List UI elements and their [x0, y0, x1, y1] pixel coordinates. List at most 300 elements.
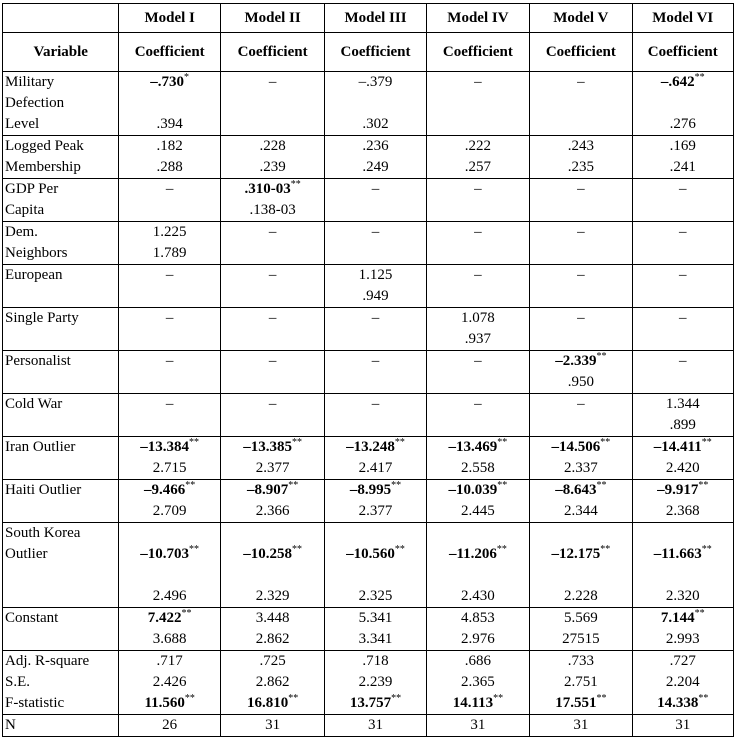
table-body — [3, 72, 734, 737]
variable-name: Single Party — [5, 310, 79, 326]
value-text: –10.703 — [140, 546, 190, 562]
coefficient-value — [327, 651, 423, 672]
model-value-cell — [530, 523, 632, 608]
value-text: – — [371, 181, 380, 197]
standard-error-value — [223, 458, 322, 479]
value-text: – — [679, 224, 687, 240]
value-text: 17.551 — [555, 695, 597, 711]
value-text: – — [577, 224, 585, 240]
coefficient-value — [532, 265, 629, 286]
coefficient-value — [327, 437, 423, 458]
value-text: 1.344 — [665, 396, 700, 412]
variable-name: N — [5, 717, 16, 733]
value-text: – — [165, 310, 174, 326]
value-text: –13.384 — [140, 439, 190, 455]
value-text: 5.569 — [563, 610, 598, 626]
table-row — [3, 265, 734, 308]
value-text: – — [371, 396, 380, 412]
model-value-cell — [119, 608, 220, 651]
standard-error-value — [429, 157, 527, 178]
model-value-cell — [632, 222, 733, 265]
model-value-cell — [632, 308, 733, 351]
value-text: 2.228 — [563, 588, 598, 604]
value-text: –11.206 — [448, 546, 497, 562]
model-value-cell — [530, 308, 632, 351]
value-text: 2.709 — [152, 503, 187, 519]
blank-line — [327, 565, 423, 586]
coefficient-value — [429, 437, 527, 458]
value-text: 11.560 — [144, 695, 185, 711]
value-text: – — [474, 267, 482, 283]
coefficient-value — [532, 136, 629, 157]
model-value-cell — [632, 351, 733, 394]
standard-error-value — [532, 157, 629, 178]
standard-error-value — [121, 501, 217, 522]
model-value-cell — [530, 437, 632, 480]
standard-error-value — [327, 629, 423, 650]
coefficient-value — [327, 394, 423, 415]
value-text: 2.420 — [665, 460, 700, 476]
model-value-cell — [426, 480, 529, 523]
significance-marker: ** — [394, 437, 405, 448]
coefficient-value — [121, 72, 217, 93]
model-value-cell — [530, 715, 632, 737]
coefficient-value — [635, 72, 731, 93]
model-value-cell — [426, 72, 529, 136]
value-text: 1.225 — [152, 224, 187, 240]
coefficient-value — [635, 265, 731, 286]
variable-name: Dem. — [5, 224, 38, 240]
variable-name-cell — [3, 265, 119, 308]
variable-name: Cold War — [5, 396, 63, 412]
value-text: .302 — [362, 116, 389, 132]
significance-marker: ** — [600, 437, 611, 448]
standard-error-value — [121, 243, 217, 264]
standard-error-value — [635, 458, 731, 479]
coefficient-value — [223, 265, 322, 286]
model-value-cell — [530, 136, 632, 179]
model-value-cell — [426, 523, 529, 608]
significance-marker: ** — [189, 437, 200, 448]
value-text: .235 — [567, 159, 594, 175]
value-text: 2.496 — [152, 588, 187, 604]
standard-error-value — [121, 458, 217, 479]
model-header: Model I — [119, 4, 220, 33]
blank-line — [635, 93, 731, 114]
model-value-cell — [325, 308, 426, 351]
model-value-cell — [220, 72, 324, 136]
coefficient-header: Coefficient — [119, 33, 220, 72]
standard-error-value — [327, 693, 423, 714]
significance-marker: ** — [493, 693, 504, 704]
significance-marker: ** — [496, 544, 507, 555]
table-row — [3, 222, 734, 265]
coefficient-value — [327, 480, 423, 501]
coefficient-value — [429, 715, 527, 736]
value-text: 2.320 — [665, 588, 700, 604]
value-text: – — [577, 181, 585, 197]
model-value-cell — [220, 308, 324, 351]
value-text: 31 — [573, 717, 589, 733]
model-value-cell — [220, 222, 324, 265]
coefficient-value — [327, 72, 423, 93]
coefficient-value — [121, 651, 217, 672]
coefficient-value — [429, 222, 527, 243]
significance-marker: ** — [185, 480, 196, 491]
significance-marker: ** — [497, 480, 508, 491]
model-value-cell — [426, 351, 529, 394]
value-text: .686 — [464, 653, 492, 669]
value-text: .236 — [362, 138, 389, 154]
coefficient-value — [327, 222, 423, 243]
standard-error-value — [429, 672, 527, 693]
model-value-cell — [325, 394, 426, 437]
coefficient-value — [327, 715, 423, 736]
model-value-cell — [220, 651, 324, 715]
value-text: 3.688 — [152, 631, 187, 647]
model-value-cell — [632, 394, 733, 437]
variable-name-cell — [3, 351, 119, 394]
value-text: 1.789 — [152, 245, 187, 261]
standard-error-value — [532, 629, 629, 650]
standard-error-value — [635, 501, 731, 522]
standard-error-value — [429, 501, 527, 522]
coefficient-header: Coefficient — [426, 33, 529, 72]
model-value-cell — [530, 72, 632, 136]
model-value-cell — [325, 651, 426, 715]
table-row — [3, 715, 734, 737]
coefficient-header: Coefficient — [325, 33, 426, 72]
value-text: 2.377 — [358, 503, 393, 519]
value-text: – — [268, 310, 277, 326]
blank-line — [635, 523, 731, 544]
standard-error-value — [327, 286, 423, 307]
table-row — [3, 651, 734, 715]
value-text: .949 — [362, 288, 389, 304]
coefficient-value — [635, 437, 731, 458]
model-value-cell — [119, 480, 220, 523]
standard-error-value — [121, 586, 217, 607]
value-text: 14.113 — [452, 695, 494, 711]
significance-marker: ** — [288, 693, 299, 704]
standard-error-value — [532, 544, 629, 565]
coefficient-value — [223, 394, 322, 415]
value-text: –10.560 — [346, 546, 395, 562]
standard-error-value — [223, 672, 322, 693]
value-text: .182 — [156, 138, 183, 154]
significance-marker: ** — [701, 544, 712, 555]
value-text: – — [371, 310, 380, 326]
significance-marker: ** — [288, 480, 299, 491]
coefficient-value — [532, 222, 629, 243]
value-text: 7.144 — [660, 610, 695, 626]
variable-name: Membership — [5, 159, 81, 175]
value-text: –14.506 — [551, 439, 601, 455]
model-value-cell — [530, 394, 632, 437]
coefficient-value — [532, 308, 629, 329]
value-text: 2.976 — [461, 631, 495, 647]
model-value-cell — [220, 179, 324, 222]
model-value-cell — [325, 437, 426, 480]
value-text: – — [268, 224, 277, 240]
value-text: – — [679, 181, 687, 197]
coefficient-value — [429, 351, 527, 372]
significance-marker: ** — [184, 693, 195, 704]
model-value-cell — [426, 437, 529, 480]
standard-error-value — [532, 586, 629, 607]
model-value-cell — [426, 715, 529, 737]
value-text: –.730 — [150, 74, 185, 90]
coefficient-value — [532, 351, 629, 372]
coefficient-value — [121, 136, 217, 157]
table-row — [3, 179, 734, 222]
model-value-cell — [119, 715, 220, 737]
model-value-cell — [220, 351, 324, 394]
model-value-cell — [119, 651, 220, 715]
value-text: .733 — [567, 653, 594, 669]
coefficient-value — [327, 179, 423, 200]
blank-line — [532, 565, 629, 586]
coefficient-value — [121, 480, 217, 501]
value-text: 2.862 — [255, 674, 290, 690]
value-text: –10.258 — [243, 546, 292, 562]
standard-error-value — [429, 629, 527, 650]
standard-error-value — [635, 672, 731, 693]
coefficient-value — [635, 608, 731, 629]
blank-line — [121, 93, 217, 114]
coefficient-value — [223, 308, 322, 329]
model-value-cell — [632, 608, 733, 651]
standard-error-value — [121, 693, 217, 714]
model-value-cell — [119, 351, 220, 394]
model-value-cell — [220, 523, 324, 608]
standard-error-value — [429, 329, 527, 350]
coefficient-value — [223, 179, 322, 200]
coefficient-value — [121, 351, 217, 372]
model-value-cell — [325, 523, 426, 608]
model-value-cell — [632, 651, 733, 715]
model-header: Model VI — [632, 4, 733, 33]
value-text: – — [577, 310, 585, 326]
coefficient-header: Coefficient — [530, 33, 632, 72]
variable-name: GDP Per — [5, 181, 59, 197]
model-value-cell — [220, 715, 324, 737]
table-row — [3, 136, 734, 179]
model-value-cell — [632, 523, 733, 608]
significance-marker: ** — [694, 608, 705, 619]
coefficient-value — [429, 308, 527, 329]
model-value-cell — [119, 523, 220, 608]
model-value-cell — [220, 394, 324, 437]
coefficient-value — [635, 136, 731, 157]
value-text: –8.643 — [555, 482, 597, 498]
value-text: .228 — [259, 138, 286, 154]
variable-name-cell — [3, 394, 119, 437]
value-text: 27515 — [562, 631, 600, 647]
variable-name: S.E. — [5, 674, 31, 690]
value-text: – — [371, 224, 380, 240]
value-text: .899 — [669, 417, 696, 433]
model-value-cell — [530, 265, 632, 308]
coefficient-value — [223, 222, 322, 243]
standard-error-value — [532, 458, 629, 479]
value-text: – — [165, 353, 174, 369]
value-text: 13.757 — [349, 695, 392, 711]
value-text: 31 — [368, 717, 383, 733]
coefficient-value — [121, 179, 217, 200]
coefficient-value — [429, 265, 527, 286]
coefficient-value — [429, 480, 527, 501]
model-value-cell — [632, 480, 733, 523]
model-value-cell — [220, 480, 324, 523]
value-text: 5.341 — [358, 610, 393, 626]
variable-name-cell — [3, 480, 119, 523]
coefficient-value — [121, 222, 217, 243]
value-text: – — [679, 353, 687, 369]
value-text: –9.466 — [144, 482, 186, 498]
variable-name: F-statistic — [5, 695, 65, 711]
model-value-cell — [325, 136, 426, 179]
value-text: .249 — [362, 159, 389, 175]
standard-error-value — [121, 114, 217, 135]
value-text: 2.993 — [665, 631, 700, 647]
variable-name: Neighbors — [5, 245, 68, 261]
value-text: –13.469 — [448, 439, 498, 455]
coefficient-value — [429, 72, 527, 93]
value-text: .243 — [567, 138, 594, 154]
model-header: Model III — [325, 4, 426, 33]
coefficient-value — [223, 480, 322, 501]
value-text: –14.411 — [653, 439, 702, 455]
value-text: 31 — [265, 717, 281, 733]
model-value-cell — [632, 265, 733, 308]
value-text: – — [577, 396, 585, 412]
table-row — [3, 351, 734, 394]
model-value-cell — [632, 715, 733, 737]
model-value-cell — [220, 265, 324, 308]
table-row — [3, 308, 734, 351]
blank-line — [635, 565, 731, 586]
coefficient-value — [223, 437, 322, 458]
model-value-cell — [426, 265, 529, 308]
coefficient-value — [429, 179, 527, 200]
standard-error-value — [327, 157, 423, 178]
value-text: 7.422 — [147, 610, 182, 626]
value-text: – — [268, 396, 277, 412]
value-text: –9.917 — [657, 482, 699, 498]
table-row — [3, 394, 734, 437]
significance-marker: ** — [698, 480, 709, 491]
value-text: – — [577, 267, 585, 283]
standard-error-value — [635, 415, 731, 436]
model-header: Model II — [220, 4, 324, 33]
table-row — [3, 72, 734, 136]
value-text: 2.715 — [152, 460, 187, 476]
coefficient-value — [635, 222, 731, 243]
value-text: 26 — [162, 717, 178, 733]
significance-marker: ** — [189, 544, 200, 555]
coefficient-value — [223, 608, 322, 629]
model-value-cell — [426, 179, 529, 222]
value-text: 14.338 — [657, 695, 699, 711]
model-header-row — [3, 4, 734, 33]
value-text: – — [474, 224, 482, 240]
coefficient-value — [635, 351, 731, 372]
model-value-cell — [119, 222, 220, 265]
significance-marker: ** — [394, 544, 405, 555]
coefficient-value — [121, 394, 217, 415]
value-text: 2.751 — [563, 674, 598, 690]
model-value-cell — [426, 308, 529, 351]
standard-error-value — [429, 693, 527, 714]
value-text: 16.810 — [246, 695, 289, 711]
standard-error-value — [121, 157, 217, 178]
coefficient-value — [429, 608, 527, 629]
model-value-cell — [426, 222, 529, 265]
coefficient-value — [429, 136, 527, 157]
value-text: 2.329 — [255, 588, 290, 604]
coefficient-value — [635, 308, 731, 329]
standard-error-value — [223, 544, 322, 565]
value-text: 2.430 — [461, 588, 495, 604]
standard-error-value — [327, 114, 423, 135]
coefficient-value — [121, 437, 217, 458]
value-text: 3.341 — [358, 631, 393, 647]
value-text: – — [474, 396, 482, 412]
coefficient-value — [327, 608, 423, 629]
variable-name-cell — [3, 136, 119, 179]
model-value-cell — [530, 179, 632, 222]
value-text: –8.907 — [246, 482, 289, 498]
value-text: 1.078 — [461, 310, 495, 326]
value-text: 2.368 — [665, 503, 700, 519]
blank-line — [429, 565, 527, 586]
coefficient-value — [532, 608, 629, 629]
variable-name: South Korea — [5, 525, 81, 541]
value-text: .222 — [464, 138, 492, 154]
significance-marker: ** — [698, 693, 709, 704]
significance-marker: ** — [497, 437, 508, 448]
model-value-cell — [325, 351, 426, 394]
value-text: –13.385 — [243, 439, 292, 455]
blank-line — [429, 523, 527, 544]
model-value-cell — [220, 136, 324, 179]
coefficient-value — [532, 179, 629, 200]
model-value-cell — [426, 608, 529, 651]
model-value-cell — [325, 480, 426, 523]
model-value-cell — [119, 136, 220, 179]
coefficient-value — [223, 651, 322, 672]
value-text: .727 — [669, 653, 696, 669]
value-text: – — [474, 74, 482, 90]
significance-marker: ** — [600, 544, 611, 555]
variable-name-cell — [3, 523, 119, 608]
standard-error-value — [223, 586, 322, 607]
variable-name-cell — [3, 437, 119, 480]
value-text: 31 — [675, 717, 691, 733]
significance-marker: * — [184, 72, 190, 83]
value-text: .169 — [669, 138, 696, 154]
variable-name: Military — [5, 74, 55, 90]
model-value-cell — [632, 72, 733, 136]
value-text: 3.448 — [255, 610, 290, 626]
model-value-cell — [119, 394, 220, 437]
value-text: .138-03 — [249, 202, 296, 218]
value-text: – — [268, 267, 277, 283]
value-text: 2.366 — [255, 503, 290, 519]
header-corner-cell — [3, 4, 119, 33]
coefficient-header: Coefficient — [632, 33, 733, 72]
